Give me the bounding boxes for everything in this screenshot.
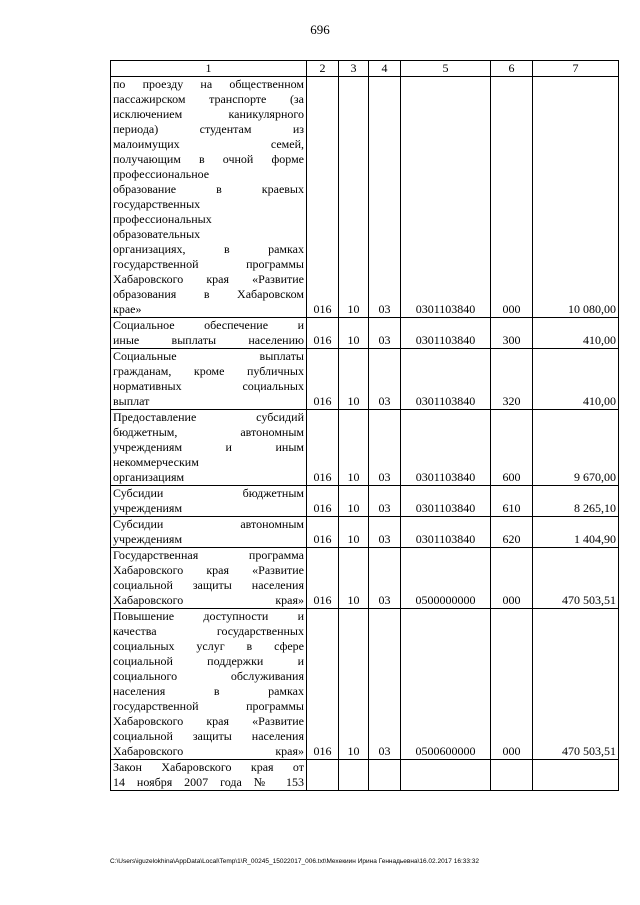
- amount: 8 265,10: [533, 486, 619, 517]
- row-description: [111, 318, 307, 349]
- amount: 470 503,51: [533, 609, 619, 760]
- row-description: [111, 410, 307, 486]
- expense-type-code: 600: [491, 410, 533, 486]
- description-line: социальной защиты населения: [113, 729, 304, 743]
- description-line: государственных: [113, 197, 201, 211]
- expense-type-code: 000: [491, 77, 533, 318]
- description-line: социальной защиты населения: [113, 578, 304, 592]
- expense-type-code: 000: [491, 548, 533, 609]
- description-line: получающим в очной форме: [113, 152, 304, 166]
- description-line: бюджетным, автономным: [113, 425, 304, 439]
- description-line: пассажирском транспорте (за: [113, 92, 304, 106]
- row-description: [111, 77, 307, 318]
- description-line: Хабаровского края «Развитие: [113, 272, 304, 286]
- target-article-code: [401, 760, 491, 791]
- description-line: социальной поддержки и: [113, 654, 304, 668]
- amount: 470 503,51: [533, 548, 619, 609]
- description-line: иные выплаты населению: [113, 333, 304, 347]
- table-row: [111, 410, 619, 486]
- ministry-code: 016: [307, 77, 339, 318]
- table-row: [111, 609, 619, 760]
- description-line: периода) студентам из: [113, 122, 304, 136]
- row-description: [111, 486, 307, 517]
- target-article-code: 0500000000: [401, 548, 491, 609]
- amount: 410,00: [533, 318, 619, 349]
- subsection-code: 03: [369, 349, 401, 410]
- table-row: [111, 77, 619, 318]
- table-row: [111, 760, 619, 791]
- section-code: [339, 760, 369, 791]
- description-line: профессиональное: [113, 167, 210, 181]
- description-line: государственной программы: [113, 257, 304, 271]
- section-code: 10: [339, 349, 369, 410]
- row-description: [111, 349, 307, 410]
- table-row: [111, 318, 619, 349]
- table-row: [111, 548, 619, 609]
- target-article-code: 0301103840: [401, 486, 491, 517]
- target-article-code: 0301103840: [401, 349, 491, 410]
- description-line: Субсидии автономным: [113, 517, 304, 531]
- description-line: качества государственных: [113, 624, 304, 638]
- section-code: 10: [339, 517, 369, 548]
- subsection-code: 03: [369, 609, 401, 760]
- row-description: [111, 517, 307, 548]
- description-line: Социальное обеспечение и: [113, 318, 304, 332]
- table-row: [111, 349, 619, 410]
- description-line: крае»: [113, 302, 142, 316]
- header-col-3: 3: [339, 61, 369, 77]
- target-article-code: 0301103840: [401, 517, 491, 548]
- description-line: Хабаровского края «Развитие: [113, 563, 304, 577]
- description-line: некоммерческим: [113, 455, 199, 469]
- subsection-code: [369, 760, 401, 791]
- section-code: 10: [339, 77, 369, 318]
- header-col-4: 4: [369, 61, 401, 77]
- header-col-1: 1: [111, 61, 307, 77]
- ministry-code: 016: [307, 609, 339, 760]
- description-line: учреждениям и иным: [113, 440, 304, 454]
- ministry-code: [307, 760, 339, 791]
- subsection-code: 03: [369, 486, 401, 517]
- file-path-footer: C:\Users\iguzelokhina\AppData\Local\Temp\1\R_00245_15022017_006.txt\Мехекиин Ирина Геннадьевна\16.02.2017 16:33:32: [110, 858, 480, 865]
- row-description: [111, 548, 307, 609]
- description-line: Хабаровского края «Развитие: [113, 714, 304, 728]
- budget-table: [110, 60, 619, 791]
- section-code: 10: [339, 410, 369, 486]
- description-line: социальных услуг в сфере: [113, 639, 304, 653]
- expense-type-code: 620: [491, 517, 533, 548]
- header-row: [111, 61, 619, 77]
- subsection-code: 03: [369, 517, 401, 548]
- ministry-code: 016: [307, 548, 339, 609]
- subsection-code: 03: [369, 548, 401, 609]
- subsection-code: 03: [369, 410, 401, 486]
- expense-type-code: 000: [491, 609, 533, 760]
- description-line: государственной программы: [113, 699, 304, 713]
- amount: 10 080,00: [533, 77, 619, 318]
- target-article-code: 0301103840: [401, 318, 491, 349]
- target-article-code: 0301103840: [401, 77, 491, 318]
- description-line: 14 ноября 2007 года № 153: [113, 775, 304, 789]
- description-line: образовательных: [113, 227, 201, 241]
- table-row: [111, 486, 619, 517]
- description-line: Предоставление субсидий: [113, 410, 304, 424]
- ministry-code: 016: [307, 486, 339, 517]
- description-line: выплат: [113, 394, 150, 408]
- header-col-7: 7: [533, 61, 619, 77]
- amount: 1 404,90: [533, 517, 619, 548]
- expense-type-code: [491, 760, 533, 791]
- description-line: Социальные выплаты: [113, 349, 304, 363]
- description-line: профессиональных: [113, 212, 212, 226]
- description-line: Повышение доступности и: [113, 609, 304, 623]
- row-description: [111, 609, 307, 760]
- header-col-5: 5: [401, 61, 491, 77]
- description-line: организациям: [113, 470, 185, 484]
- description-line: Хабаровского края»: [113, 744, 304, 758]
- target-article-code: 0500600000: [401, 609, 491, 760]
- target-article-code: 0301103840: [401, 410, 491, 486]
- amount: 9 670,00: [533, 410, 619, 486]
- description-line: нормативных социальных: [113, 379, 304, 393]
- description-line: образование в краевых: [113, 182, 304, 196]
- row-description: [111, 760, 307, 791]
- expense-type-code: 320: [491, 349, 533, 410]
- section-code: 10: [339, 609, 369, 760]
- description-line: Субсидии бюджетным: [113, 486, 304, 500]
- description-line: населения в рамках: [113, 684, 304, 698]
- header-col-2: 2: [307, 61, 339, 77]
- description-line: Хабаровского края»: [113, 593, 304, 607]
- amount: 410,00: [533, 349, 619, 410]
- expense-type-code: 610: [491, 486, 533, 517]
- description-line: малоимущих семей,: [113, 137, 304, 151]
- section-code: 10: [339, 486, 369, 517]
- description-line: образования в Хабаровском: [113, 287, 304, 301]
- ministry-code: 016: [307, 349, 339, 410]
- section-code: 10: [339, 318, 369, 349]
- table-row: [111, 517, 619, 548]
- description-line: учреждениям: [113, 532, 183, 546]
- expense-type-code: 300: [491, 318, 533, 349]
- description-line: по проезду на общественном: [113, 77, 304, 91]
- header-col-6: 6: [491, 61, 533, 77]
- section-code: 10: [339, 548, 369, 609]
- subsection-code: 03: [369, 77, 401, 318]
- description-line: учреждениям: [113, 501, 183, 515]
- description-line: Государственная программа: [113, 548, 304, 562]
- description-line: Закон Хабаровского края от: [113, 760, 304, 774]
- description-line: организациях, в рамках: [113, 242, 304, 256]
- description-line: социального обслуживания: [113, 669, 304, 683]
- ministry-code: 016: [307, 517, 339, 548]
- description-line: гражданам, кроме публичных: [113, 364, 304, 378]
- amount: [533, 760, 619, 791]
- page-number: 696: [310, 22, 330, 37]
- ministry-code: 016: [307, 318, 339, 349]
- description-line: исключением каникулярного: [113, 107, 304, 121]
- subsection-code: 03: [369, 318, 401, 349]
- ministry-code: 016: [307, 410, 339, 486]
